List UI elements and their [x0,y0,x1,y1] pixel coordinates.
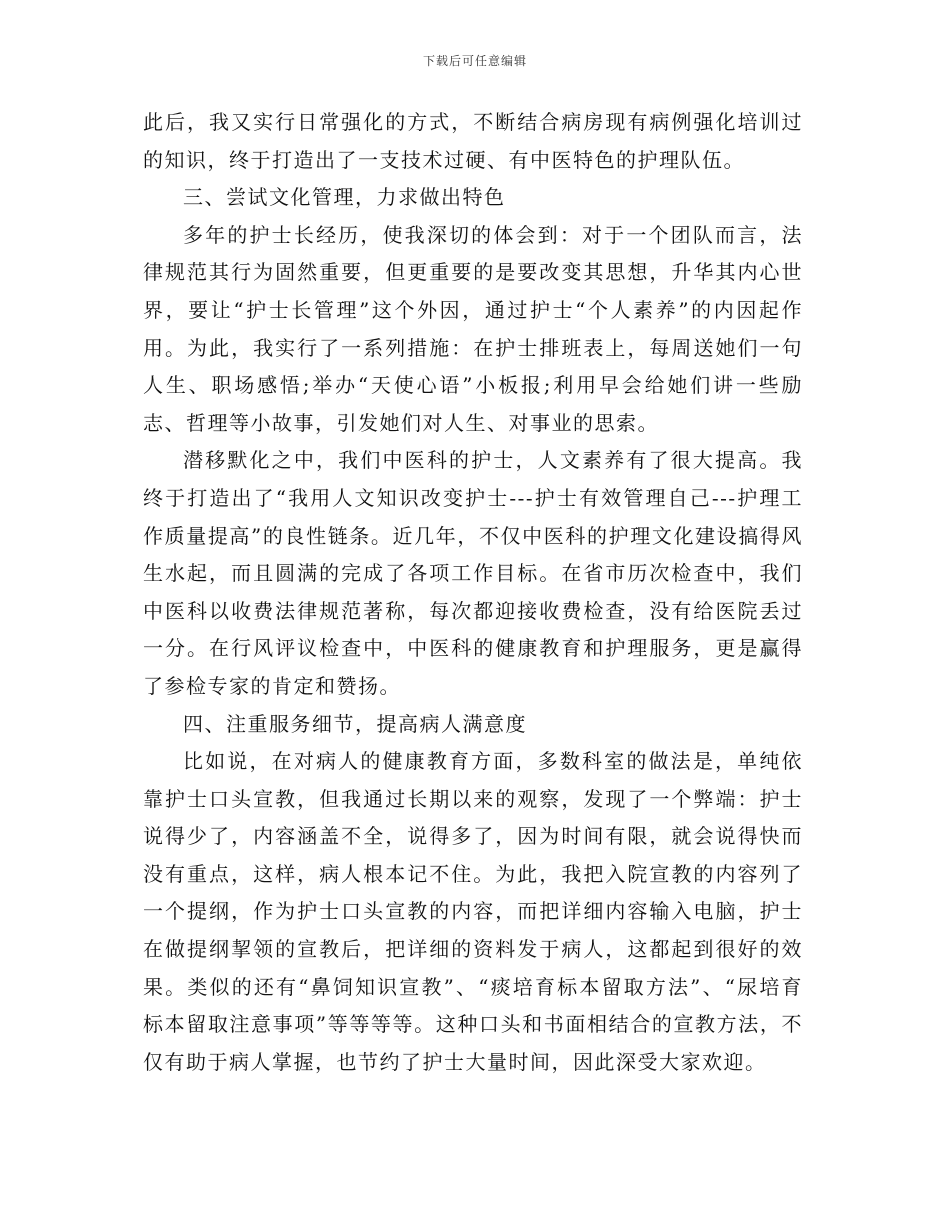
document-body [143,104,803,1081]
paragraph: 多年的护士长经历，使我深切的体会到：对于一个团队而言，法律规范其行为固然重要，但更重要的是要改变其思想，升华其内心世界，要让“护士长管理”这个外因，通过护士“个人素养”的内因起作用。为此，我实行了一系列措施：在护士排班表上，每周送她们一句人生、职场感悟;举办“天使心语”小板报;利用早会给她们讲一些励志、哲理等小故事，引发她们对人生、对事业的思索。 [143,222,803,435]
section-heading-3: 三、尝试文化管理，力求做出特色 [183,185,506,210]
paragraph-continuation: 此后，我又实行日常强化的方式，不断结合病房现有病例强化培训过的知识，终于打造出了一支技术过硬、有中医特色的护理队伍。 [143,110,803,172]
page-header-note: 下载后可任意编辑 [422,54,527,68]
paragraph: 比如说，在对病人的健康教育方面，多数科室的做法是，单纯依靠护士口头宣教，但我通过长期以来的观察，发现了一个弊端：护士说得少了，内容涵盖不全，说得多了，因为时间有限，就会说得快而没有重点，这样，病人根本记不住。为此，我把入院宣教的内容列了一个提纲，作为护士口头宣教的内容，而把详细内容输入电脑，护士在做提纲挈领的宣教后，把详细的资料发于病人，这都起到很好的效果。类似的还有“鼻饲知识宣教”、“痰培育标本留取方法”、“尿培育标本留取注意事项”等等等等。这种口头和书面相结合的宣教方法，不仅有助于病人掌握，也节约了护士大量时间，因此深受大家欢迎。 [143,749,803,1074]
paragraph: 潜移默化之中，我们中医科的护士，人文素养有了很大提高。我终于打造出了“我用人文知识改变护士---护士有效管理自己---护理工作质量提高”的良性链条。近几年，不仅中医科的护理文化建设搞得风生水起，而且圆满的完成了各项工作目标。在省市历次检查中，我们中医科以收费法律规范著称，每次都迎接收费检查，没有给医院丢过一分。在行风评议检查中，中医科的健康教育和护理服务，更是赢得了参检专家的肯定和赞扬。 [143,448,803,698]
section-heading-4: 四、注重服务细节，提高病人满意度 [183,711,527,736]
